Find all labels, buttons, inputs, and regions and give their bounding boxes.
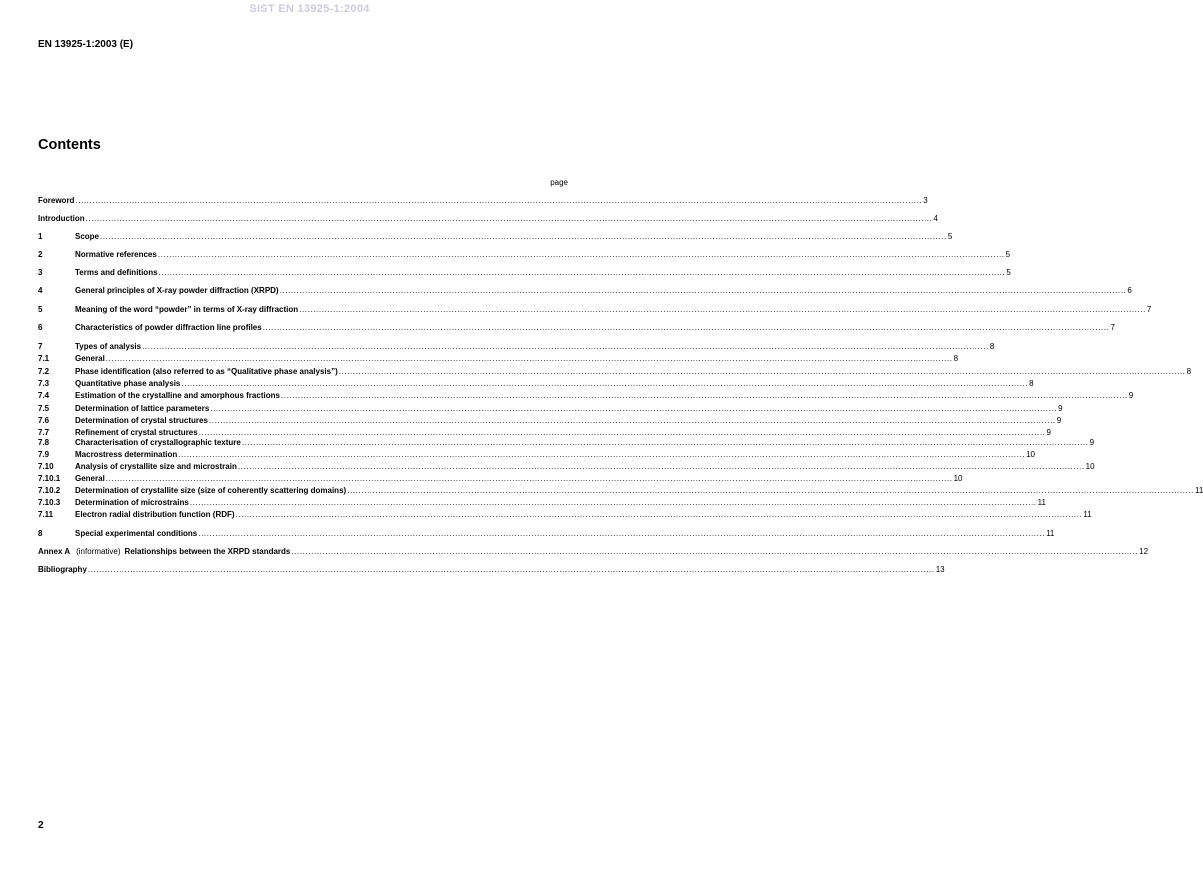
toc-entry-page: 8 xyxy=(989,342,995,351)
toc-entry-title: Quantitative phase analysis xyxy=(75,379,181,388)
toc-entry-title: Refinement of crystal structures xyxy=(75,428,198,437)
toc-entry[interactable] xyxy=(38,415,1062,426)
toc-entry[interactable] xyxy=(38,378,1034,389)
toc-entry[interactable] xyxy=(38,341,995,352)
toc-entry-title: General principles of X-ray powder diffraction (XRPD) xyxy=(75,286,279,295)
toc-leader-dots: ............................................................................................................................................................................................................................................................................................................ xyxy=(279,286,1127,295)
toc-entry-title: General xyxy=(75,474,105,483)
toc-entry-title: Scope xyxy=(75,232,100,241)
toc-entry-number: 7.7 xyxy=(38,428,50,437)
toc-entry-page: 9 xyxy=(1056,416,1062,425)
toc-entry[interactable] xyxy=(38,473,963,484)
annex-label: Annex A xyxy=(38,547,70,556)
toc-entry-page: 11 xyxy=(1194,486,1203,495)
annex-title: Relationships between the XRPD standards xyxy=(124,547,291,556)
toc-entry-title: Determination of crystallite size (size of coherently scattering domains) xyxy=(75,486,347,495)
toc-entry-title: Normative references xyxy=(75,250,157,259)
toc-leader-dots: ............................................................................................................................................................................................................................................................................................................ xyxy=(235,510,1083,519)
toc-leader-dots: ............................................................................................................................................................................................................................................................................................................ xyxy=(87,565,935,574)
toc-leader-dots: ............................................................................................................................................................................................................................................................................................................ xyxy=(181,379,1029,388)
toc-entry[interactable] xyxy=(38,403,1063,414)
toc-leader-dots: ............................................................................................................................................................................................................................................................................................................ xyxy=(237,462,1085,471)
toc-entry-title: Special experimental conditions xyxy=(75,529,198,538)
toc-entry[interactable] xyxy=(38,564,945,575)
toc-entry[interactable] xyxy=(38,366,1192,377)
toc-entry[interactable] xyxy=(38,213,938,224)
page-column-label: page xyxy=(550,178,568,187)
toc-entry[interactable] xyxy=(38,497,1046,508)
toc-leader-dots: ............................................................................................................................................................................................................................................................................................................ xyxy=(198,529,1046,538)
toc-entry-title: Determination of crystal structures xyxy=(75,416,208,425)
toc-entry[interactable] xyxy=(38,304,1152,315)
toc-leader-dots: ............................................................................................................................................................................................................................................................................................................ xyxy=(85,214,933,223)
toc-entry-page: 9 xyxy=(1089,438,1095,447)
toc-leader-dots: ............................................................................................................................................................................................................................................................................................................ xyxy=(241,438,1089,447)
toc-leader-dots: ............................................................................................................................................................................................................................................................................................................ xyxy=(105,354,953,363)
toc-entry[interactable] xyxy=(38,449,1035,460)
toc-entry[interactable] xyxy=(38,322,1115,333)
toc-leader-dots: ............................................................................................................................................................................................................................................................................................................ xyxy=(280,391,1128,400)
toc-entry-page: 10 xyxy=(953,474,963,483)
toc-leader-dots: ............................................................................................................................................................................................................................................................................................................ xyxy=(158,268,1006,277)
toc-entry[interactable] xyxy=(38,285,1132,296)
toc-leader-dots: ............................................................................................................................................................................................................................................................................................................ xyxy=(262,323,1110,332)
toc-entry-number: 7.5 xyxy=(38,404,50,413)
toc-entry-number: 7 xyxy=(38,342,43,351)
contents-title: Contents xyxy=(38,137,101,153)
toc-entry-title: General xyxy=(75,354,105,363)
toc-entry[interactable] xyxy=(38,437,1095,448)
toc-entry-number: 1 xyxy=(38,232,43,241)
toc-entry-number: 7.11 xyxy=(38,510,54,519)
toc-entry-page: 12 xyxy=(1139,547,1149,556)
standard-id: EN 13925-1:2003 (E) xyxy=(38,39,134,50)
toc-entry-title: Estimation of the crystalline and amorphous fractions xyxy=(75,391,280,400)
toc-leader-dots: ............................................................................................................................................................................................................................................................................................................ xyxy=(347,486,1194,495)
toc-entry-title: Phase identification (also referred to as “Qualitative phase analysis”) xyxy=(75,367,338,376)
toc-entry-page: 9 xyxy=(1058,404,1063,413)
toc-entry-page: 6 xyxy=(1127,286,1132,295)
toc-leader-dots: ............................................................................................................................................................................................................................................................................................................ xyxy=(338,367,1186,376)
toc-entry-page: 7 xyxy=(1146,305,1152,314)
toc-entry-number: 7.9 xyxy=(38,450,50,459)
toc-entry-number: 7.10.3 xyxy=(38,498,61,507)
toc-entry[interactable] xyxy=(38,461,1095,472)
toc-entry-title: Types of analysis xyxy=(75,342,142,351)
toc-entry-page: 10 xyxy=(1085,462,1095,471)
toc-entry-page: 11 xyxy=(1083,510,1092,519)
toc-leader-dots: ............................................................................................................................................................................................................................................................................................................ xyxy=(142,342,989,351)
toc-entry-number: 8 xyxy=(38,529,43,538)
toc-entry-number: 4 xyxy=(38,286,43,295)
toc-leader-dots: ............................................................................................................................................................................................................................................................................................................ xyxy=(198,428,1046,437)
toc-entry-page: 8 xyxy=(953,354,959,363)
toc-entry[interactable] xyxy=(38,528,1055,539)
toc-entry-page: 5 xyxy=(1006,268,1011,277)
watermark: SIST EN 13925-1:2004 xyxy=(249,3,370,15)
toc-entry-number: 2 xyxy=(38,250,43,259)
toc-entry-title: Bibliography xyxy=(38,565,87,574)
toc-leader-dots: ............................................................................................................................................................................................................................................................................................................ xyxy=(105,474,953,483)
toc-entry-page: 8 xyxy=(1029,379,1034,388)
toc-entry-number: 5 xyxy=(38,305,43,314)
toc-entry[interactable] xyxy=(38,195,928,206)
toc-entry-page: 11 xyxy=(1037,498,1046,507)
toc-leader-dots: ............................................................................................................................................................................................................................................................................................................ xyxy=(299,305,1146,314)
toc-entry-title: Terms and definitions xyxy=(75,268,158,277)
toc-entry-title: Determination of lattice parameters xyxy=(75,404,210,413)
toc-entry-title: Macrostress determination xyxy=(75,450,178,459)
toc-leader-dots: ............................................................................................................................................................................................................................................................................................................ xyxy=(210,404,1058,413)
toc-entry-number: 3 xyxy=(38,268,43,277)
toc-entry-number: 7.10.2 xyxy=(38,486,61,495)
toc-entry[interactable] xyxy=(38,509,1092,520)
toc-entry-title xyxy=(38,546,290,557)
toc-leader-dots: ............................................................................................................................................................................................................................................................................................................ xyxy=(178,450,1026,459)
toc-entry-page: 5 xyxy=(1005,250,1011,259)
page-number: 2 xyxy=(38,820,44,831)
toc-entry-title: Meaning of the word “powder” in terms of X-ray diffraction xyxy=(75,305,299,314)
toc-entry-title: Analysis of crystallite size and microstrain xyxy=(75,462,237,471)
toc-entry[interactable] xyxy=(38,267,1011,278)
toc-entry-page: 7 xyxy=(1110,323,1115,332)
toc-entry[interactable] xyxy=(38,353,959,364)
toc-entry-page: 10 xyxy=(1026,450,1035,459)
toc-entry-page: 11 xyxy=(1046,529,1055,538)
toc-entry-number: 7.4 xyxy=(38,391,50,400)
toc-leader-dots: ............................................................................................................................................................................................................................................................................................................ xyxy=(157,250,1005,259)
toc-entry[interactable] xyxy=(38,249,1011,260)
toc-leader-dots: ............................................................................................................................................................................................................................................................................................................ xyxy=(75,196,923,205)
toc-entry-page: 3 xyxy=(923,196,928,205)
toc-leader-dots: ............................................................................................................................................................................................................................................................................................................ xyxy=(291,547,1139,556)
toc-leader-dots: ............................................................................................................................................................................................................................................................................................................ xyxy=(100,232,947,241)
annex-informative-label: (informative) xyxy=(76,547,121,556)
toc-entry-page: 4 xyxy=(933,214,938,223)
toc-entry-page: 9 xyxy=(1128,391,1134,400)
toc-entry-title: Characteristics of powder diffraction line profiles xyxy=(75,323,262,332)
toc-leader-dots: ............................................................................................................................................................................................................................................................................................................ xyxy=(208,416,1056,425)
toc-entry-title: Foreword xyxy=(38,196,75,205)
toc-entry-number: 7.6 xyxy=(38,416,50,425)
toc-entry-page: 5 xyxy=(947,232,953,241)
toc-entry-title: Electron radial distribution function (RDF) xyxy=(75,510,235,519)
toc-entry[interactable] xyxy=(38,485,1203,496)
toc-entry-number: 7.10.1 xyxy=(38,474,61,483)
toc-entry[interactable] xyxy=(38,546,1149,557)
toc-entry-page: 8 xyxy=(1186,367,1192,376)
toc-entry-number: 6 xyxy=(38,323,43,332)
toc-entry-number: 7.2 xyxy=(38,367,50,376)
toc-entry-number: 7.10 xyxy=(38,462,54,471)
toc-entry-title: Introduction xyxy=(38,214,85,223)
toc-entry-title: Characterisation of crystallographic texture xyxy=(75,438,241,447)
toc-entry-page: 9 xyxy=(1046,428,1051,437)
toc-entry[interactable] xyxy=(38,231,953,242)
toc-entry-number: 7.3 xyxy=(38,379,50,388)
toc-leader-dots: ............................................................................................................................................................................................................................................................................................................ xyxy=(189,498,1037,507)
toc-entry-page: 13 xyxy=(935,565,945,574)
toc-entry[interactable] xyxy=(38,390,1134,401)
toc-entry-title: Determination of microstrains xyxy=(75,498,189,507)
toc-entry-number: 7.8 xyxy=(38,438,50,447)
toc-entry-number: 7.1 xyxy=(38,354,50,363)
